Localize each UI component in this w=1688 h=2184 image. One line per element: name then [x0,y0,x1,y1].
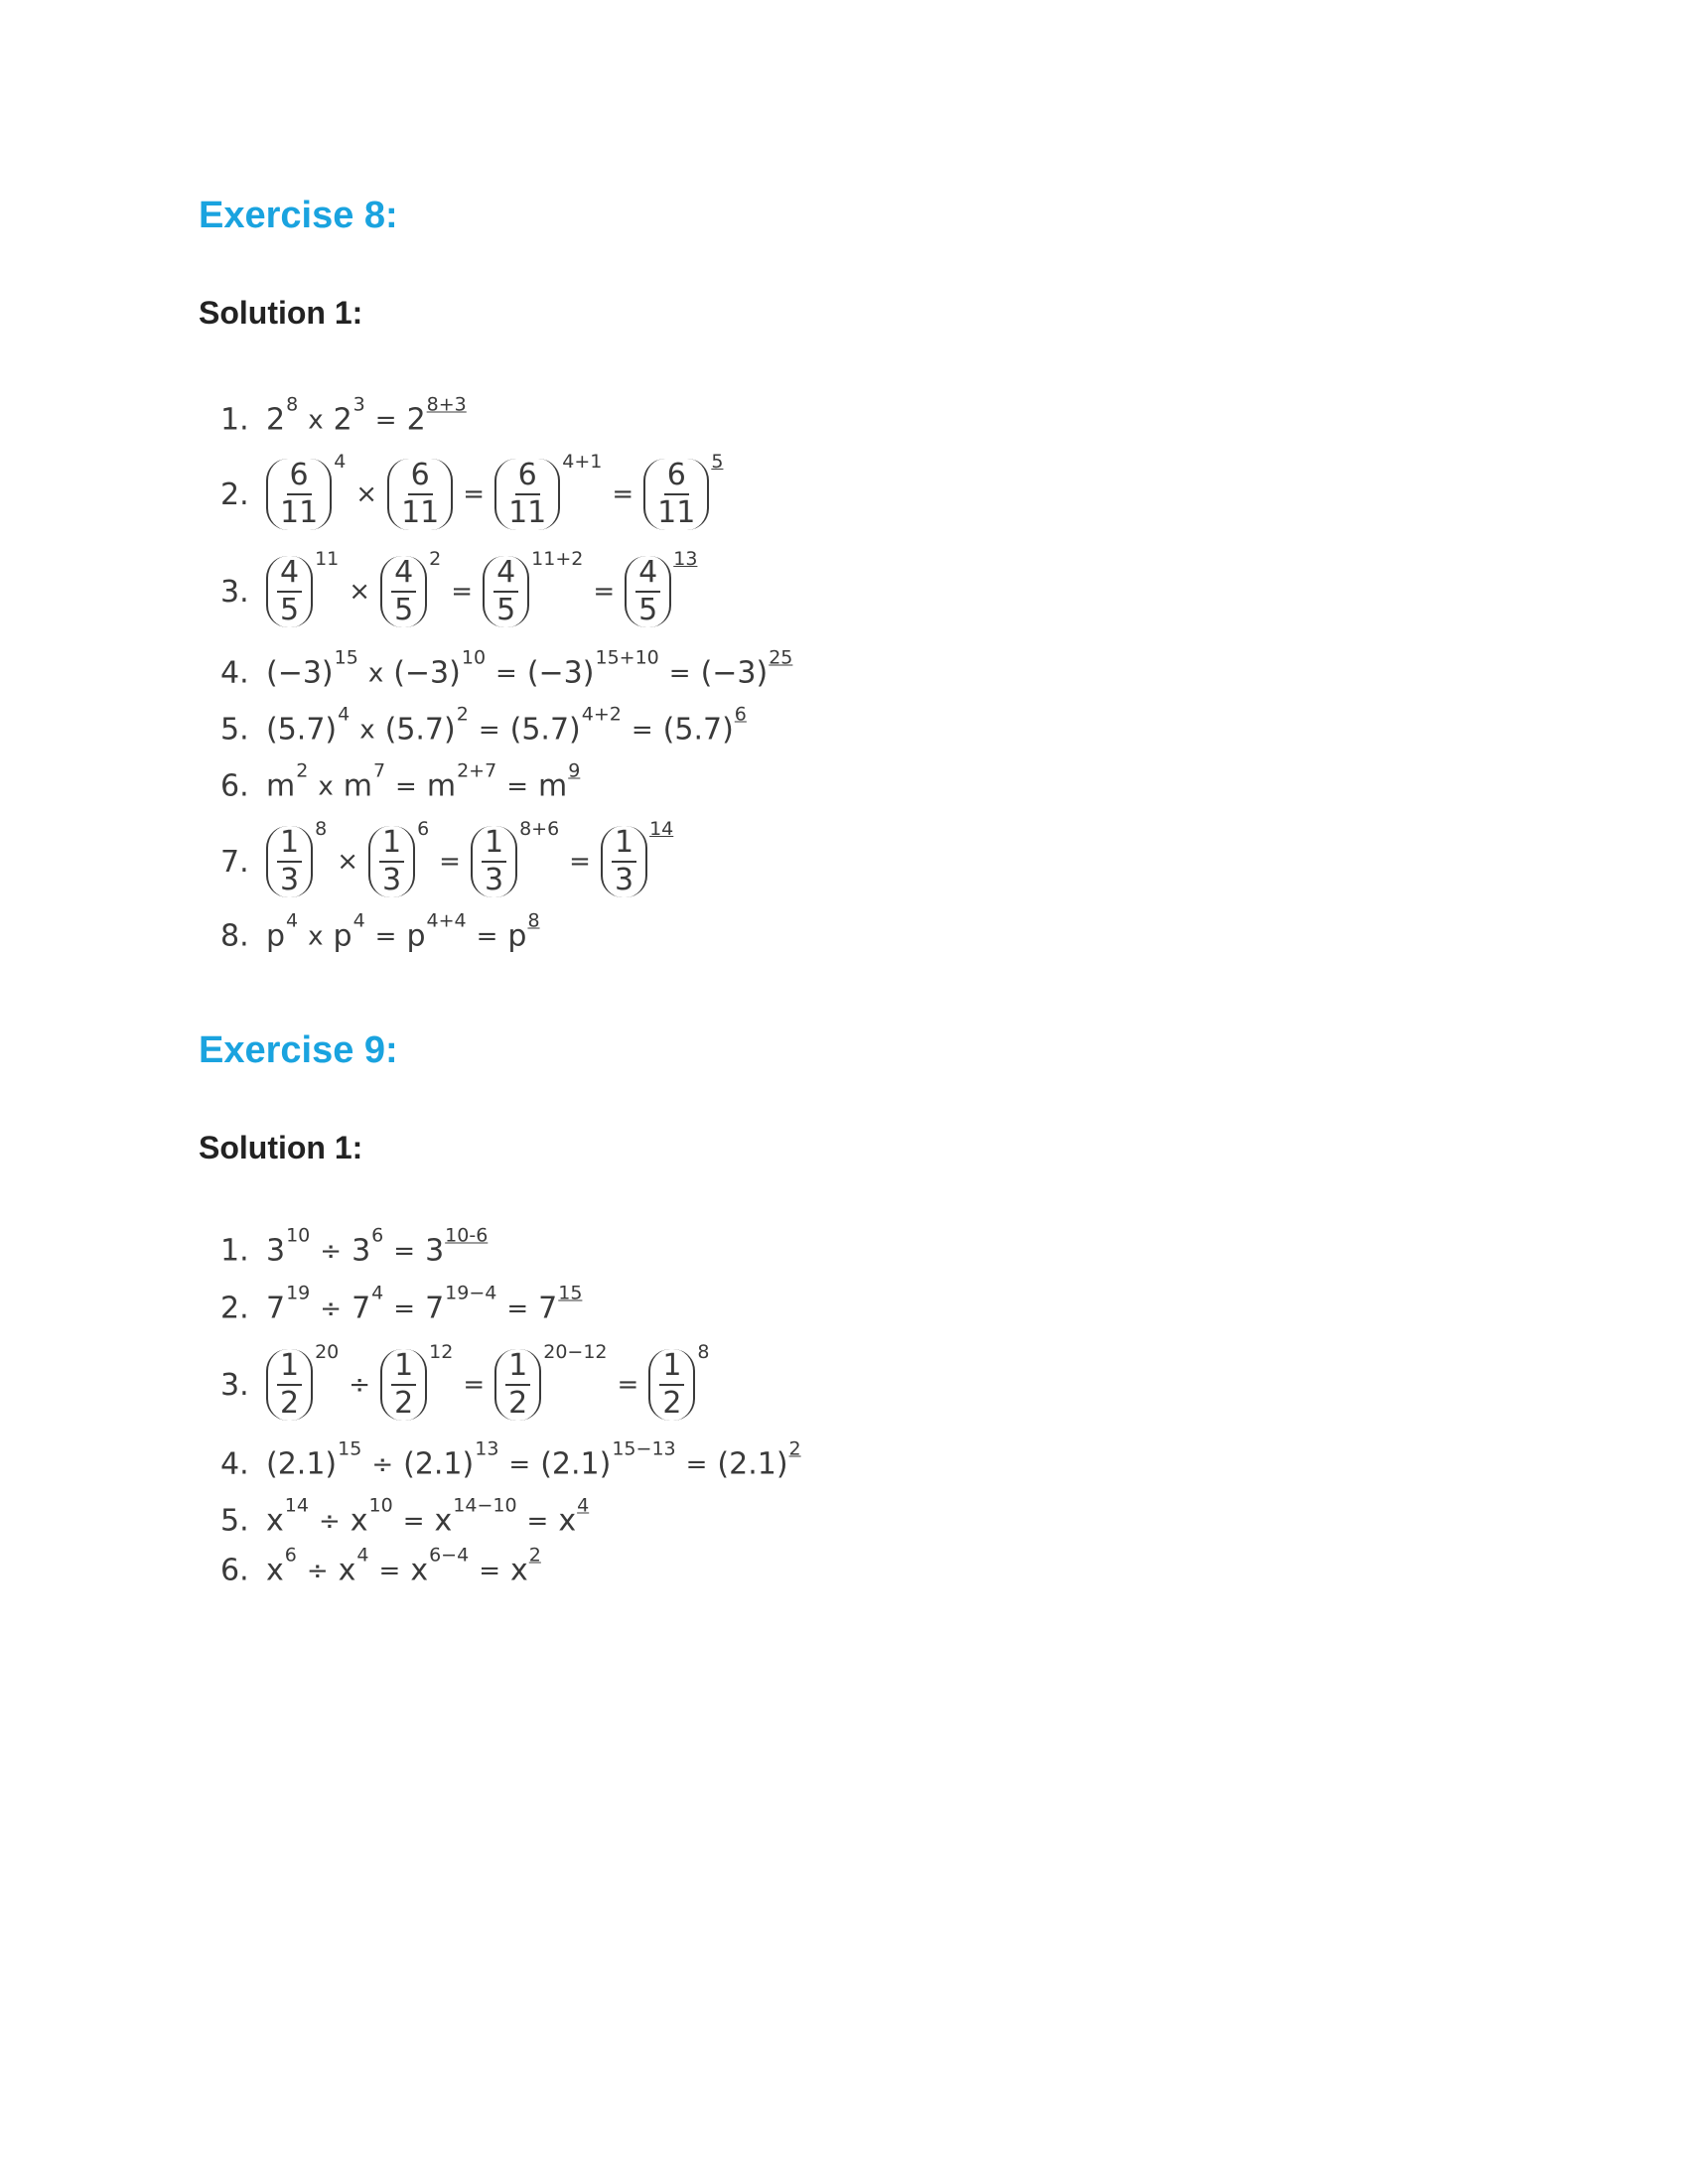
denominator: 2 [280,1386,300,1421]
exercise-9-solution-title: Solution 1: [199,1130,363,1165]
exponent: 2 [456,703,469,725]
numerator: 4 [391,558,416,593]
operator: = [526,1506,549,1536]
operator: = [478,715,500,745]
equation [266,451,724,530]
power-term [507,909,540,953]
parentheses [380,1349,427,1421]
exercise-9-title: Exercise 9: [199,1029,398,1071]
solution-item [220,393,467,438]
operator: = [506,771,528,801]
item-number: 8. [220,918,249,954]
solution-item [220,1437,801,1482]
parentheses [266,556,313,627]
base: 7 [538,1291,558,1325]
power-term [266,1437,362,1481]
equation [266,703,747,747]
exponent: 2 [296,759,309,781]
solution-item [220,1282,583,1326]
power-term [537,759,581,803]
equation [266,646,793,690]
base: 3 [425,1233,445,1268]
numerator: 1 [482,828,506,863]
numerator: 1 [505,1351,530,1386]
solution-item [220,548,698,627]
power-term [266,909,299,953]
item-number: 1. [220,402,249,438]
power-term [266,1282,311,1325]
equation [266,1341,710,1421]
item-number: 3. [220,1367,249,1403]
numerator: 1 [659,1351,684,1386]
fraction [482,825,506,897]
power-term [538,1282,583,1325]
item-number: 5. [220,1503,249,1539]
fraction [493,555,518,627]
power-term [352,1282,384,1325]
power-term [403,1437,499,1481]
numerator: 1 [612,828,636,863]
fraction [277,825,302,897]
base: 2 [406,402,426,437]
denominator: 5 [496,593,516,627]
exponent: 6 [284,1544,297,1566]
denominator: 5 [638,593,658,627]
base: m [343,768,372,803]
numerator: 1 [379,828,404,863]
exponent: 7 [372,759,386,781]
base: x [558,1503,577,1538]
item-number: 3. [220,574,249,610]
base: 2 [266,402,286,437]
power-term [526,646,659,690]
exponent: 4+1 [562,451,603,473]
exponent: 4 [371,1282,384,1303]
exponent: 11+2 [531,548,584,570]
solution-item [220,818,674,897]
equation [266,548,698,627]
operator: x [367,658,384,688]
power-term [266,1544,297,1587]
fraction [654,458,698,530]
base: x [350,1503,368,1538]
base: x [338,1553,356,1587]
base: 3 [266,1233,286,1268]
equation [266,818,674,897]
power-term [266,703,351,747]
denominator: 5 [280,593,300,627]
exponent: 10 [368,1494,393,1516]
base: (−3) [266,655,334,690]
base: m [537,768,568,803]
fraction-power [266,451,347,530]
base: x [509,1553,528,1587]
item-number: 7. [220,844,249,880]
exponent: 6 [417,818,430,840]
exponent: 6 [371,1224,384,1246]
exercise-8-solution-title: Solution 1: [199,295,363,331]
parentheses [483,556,529,627]
power-term [509,703,622,747]
operator: = [617,1370,639,1400]
exponent: 8 [527,909,540,931]
parentheses [643,459,709,530]
power-term [266,759,309,803]
exponent: 2+7 [457,759,497,781]
base: (−3) [526,655,595,690]
operator: = [451,577,474,607]
equation [266,1224,489,1268]
fraction [505,1348,530,1421]
base: 2 [333,402,352,437]
operator: ÷ [320,1236,343,1266]
base: m [426,768,457,803]
base: p [507,918,527,953]
base: p [406,918,426,953]
exponent: 15+10 [595,646,659,668]
item-number: 2. [220,1291,249,1326]
equation [266,1437,801,1481]
numerator: 4 [635,558,660,593]
exponent: 8 [315,818,328,840]
power-term [352,1224,384,1268]
base: (2.1) [266,1446,338,1481]
exponent: 15 [558,1282,583,1303]
exponent: 4 [577,1494,590,1516]
operator: × [355,479,378,509]
power-term [338,1544,369,1587]
operator: = [476,921,498,951]
base: 7 [352,1291,371,1325]
exponent: 8 [697,1341,710,1363]
operator: = [393,1294,416,1323]
fraction [659,1348,684,1421]
equation [266,1282,583,1325]
base: (−3) [700,655,769,690]
power-term [558,1494,590,1538]
operator: = [374,921,397,951]
power-term [406,393,467,437]
item-number: 5. [220,712,249,748]
power-term [333,393,365,437]
power-term [540,1437,676,1481]
power-term [426,759,497,803]
solution-item [220,909,540,954]
power-term [425,1282,497,1325]
base: 3 [352,1233,371,1268]
operator: ÷ [349,1370,371,1400]
denominator: 3 [280,863,300,897]
exponent: 13 [475,1437,499,1459]
fraction-power [494,1341,608,1421]
exponent: 10 [461,646,487,668]
exponent: 14 [649,818,674,840]
power-term [662,703,747,747]
operator: = [612,479,634,509]
exponent: 6−4 [429,1544,470,1566]
power-term [406,909,467,953]
numerator: 1 [277,828,302,863]
power-term [266,393,299,437]
fraction-power [368,818,430,897]
denominator: 5 [394,593,414,627]
fraction [277,1348,302,1421]
operator: = [393,1236,416,1266]
solution-item [220,1341,710,1421]
base: 7 [266,1291,286,1325]
fraction [379,825,404,897]
exponent: 13 [673,548,698,570]
denominator: 11 [280,495,319,530]
exponent: 5 [711,451,724,473]
exponent: 20−12 [543,1341,608,1363]
operator: = [402,1506,425,1536]
exponent: 20 [315,1341,340,1363]
operator: x [359,715,375,745]
operator: × [337,847,358,877]
fraction [635,555,660,627]
operator: = [631,715,653,745]
exponent: 4 [338,703,351,725]
equation [266,1544,541,1587]
item-number: 4. [220,1446,249,1482]
exponent: 8+3 [426,393,467,415]
item-number: 6. [220,768,249,804]
operator: ÷ [371,1449,394,1479]
power-term [333,909,365,953]
operator: = [463,1370,486,1400]
base: x [434,1503,453,1538]
denominator: 3 [381,863,402,897]
operator: x [308,921,324,951]
numerator: 6 [287,461,312,495]
solution-item [220,1544,541,1588]
equation [266,393,467,437]
base: x [266,1553,284,1587]
fraction [277,458,321,530]
fraction-power [266,1341,340,1421]
exponent: 25 [769,646,793,668]
fraction [391,555,416,627]
numerator: 4 [493,558,518,593]
operator: = [374,405,397,435]
denominator: 3 [614,863,634,897]
denominator: 2 [508,1386,528,1421]
denominator: 3 [484,863,504,897]
base: (5.7) [662,712,734,747]
denominator: 11 [657,495,696,530]
base: (5.7) [509,712,581,747]
operator: = [569,847,591,877]
operator: ÷ [320,1294,343,1323]
fraction-power [380,1341,454,1421]
operator: = [506,1294,529,1323]
operator: × [349,577,371,607]
numerator: 1 [391,1351,416,1386]
power-term [343,759,386,803]
operator: x [308,405,324,435]
operator: = [439,847,461,877]
parentheses [266,1349,313,1421]
operator: = [395,771,417,801]
solution-item [220,703,747,748]
operator: = [463,479,486,509]
denominator: 2 [662,1386,682,1421]
parentheses [387,459,453,530]
solution-item [220,451,724,530]
exponent: 12 [429,1341,454,1363]
parentheses [380,556,427,627]
parentheses [494,459,560,530]
fraction [277,555,302,627]
operator: ÷ [306,1556,329,1585]
base: 7 [425,1291,445,1325]
fraction-power [643,451,724,530]
exponent: 4 [352,909,365,931]
solution-item [220,759,581,804]
exponent: 8+6 [519,818,560,840]
fraction-power [380,548,442,627]
exponent: 10-6 [445,1224,489,1246]
power-term [717,1437,801,1481]
base: p [266,918,286,953]
item-number: 6. [220,1553,249,1588]
exponent: 10 [286,1224,311,1246]
power-term [266,1224,311,1268]
base: x [266,1503,284,1538]
exponent: 3 [352,393,365,415]
parentheses [601,826,647,897]
base: (5.7) [384,712,456,747]
parentheses [368,826,415,897]
operator: ÷ [318,1506,341,1536]
operator: = [685,1449,708,1479]
parentheses [625,556,671,627]
numerator: 6 [515,461,540,495]
parentheses [648,1349,695,1421]
operator: = [668,658,691,688]
operator: = [593,577,616,607]
fraction-power [601,818,674,897]
fraction [398,458,442,530]
power-term [425,1224,489,1268]
exponent: 14−10 [453,1494,517,1516]
parentheses [471,826,517,897]
exponent: 15−13 [612,1437,676,1459]
fraction-power [471,818,560,897]
base: x [410,1553,429,1587]
fraction [505,458,549,530]
exponent: 9 [568,759,581,781]
exponent: 4+4 [426,909,467,931]
numerator: 1 [277,1351,302,1386]
power-term [509,1544,541,1587]
parentheses [266,459,332,530]
base: (2.1) [403,1446,475,1481]
fraction-power [625,548,698,627]
power-term [384,703,469,747]
power-term [434,1494,517,1538]
exponent: 4 [334,451,347,473]
denominator: 2 [394,1386,414,1421]
power-term [393,646,487,690]
power-term [410,1544,470,1587]
parentheses [494,1349,541,1421]
exponent: 8 [286,393,299,415]
numerator: 6 [664,461,689,495]
exponent: 4 [286,909,299,931]
power-term [350,1494,393,1538]
denominator: 11 [401,495,440,530]
power-term [700,646,793,690]
exercise-8-title: Exercise 8: [199,195,398,236]
exponent: 6 [734,703,747,725]
operator: = [378,1556,401,1585]
numerator: 4 [277,558,302,593]
equation [266,1494,590,1538]
exponent: 2 [788,1437,801,1459]
equation [266,909,540,953]
operator: = [479,1556,500,1585]
parentheses [266,826,313,897]
exponent: 4 [356,1544,369,1566]
exponent: 2 [429,548,442,570]
exponent: 11 [315,548,340,570]
fraction-power [266,548,340,627]
fraction [612,825,636,897]
exponent: 15 [334,646,358,668]
exponent: 2 [528,1544,541,1566]
operator: = [508,1449,531,1479]
base: (2.1) [540,1446,612,1481]
exponent: 19 [286,1282,311,1303]
item-number: 4. [220,655,249,691]
denominator: 11 [508,495,547,530]
exponent: 19−4 [445,1282,497,1303]
power-term [266,1494,309,1538]
item-number: 2. [220,477,249,512]
power-term [266,646,358,690]
fraction [391,1348,416,1421]
exponent: 4+2 [581,703,622,725]
base: (2.1) [717,1446,788,1481]
base: m [266,768,296,803]
numerator: 6 [408,461,433,495]
operator: x [318,771,334,801]
fraction-power [266,818,328,897]
exponent: 14 [284,1494,309,1516]
exponent: 15 [338,1437,362,1459]
solution-item [220,1494,590,1539]
base: p [333,918,352,953]
fraction-power [648,1341,710,1421]
item-number: 1. [220,1233,249,1269]
fraction-power [483,548,584,627]
solution-item [220,1224,489,1269]
base: (−3) [393,655,461,690]
fraction-power [387,459,453,530]
equation [266,759,581,803]
base: (5.7) [266,712,338,747]
fraction-power [494,451,603,530]
solution-item [220,646,793,691]
operator: = [495,658,517,688]
